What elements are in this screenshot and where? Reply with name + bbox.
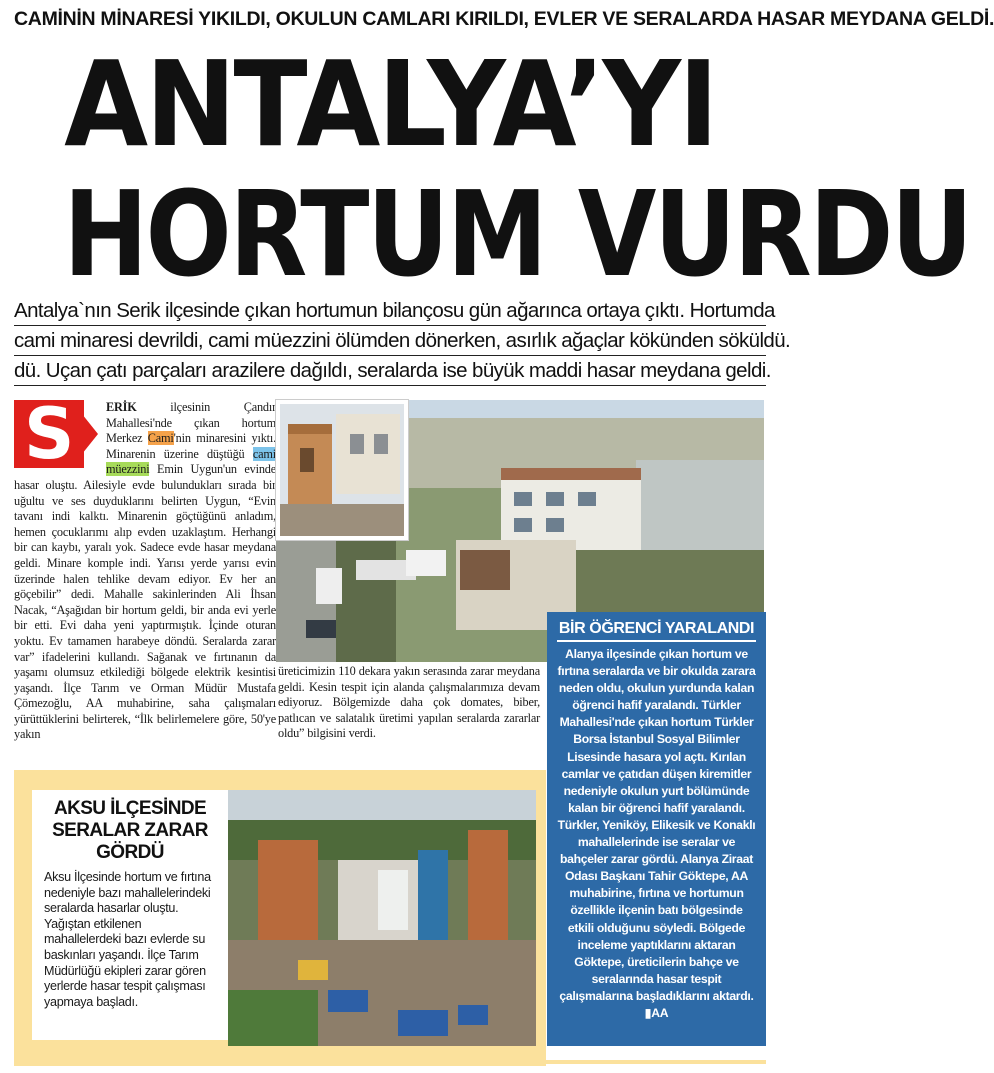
minaret-inset-photo xyxy=(276,400,408,540)
s-logo-letter: S xyxy=(24,393,75,475)
lead-line: cami minaresi devrildi, cami müezzini ölümden dönerken, asırlık ağaçlar kökünden söküldü. xyxy=(14,326,766,356)
article-text: ilçesinin Çandır Mahallesi'nde çıkan hortum Merkez xyxy=(106,400,276,446)
kicker-line: CAMİNİN MİNARESİ YIKILDI, OKULUN CAMLARI KIRILDI, EVLER VE SERALARDA HASAR MEYDANA GELDİ. xyxy=(14,8,994,30)
aksu-box xyxy=(32,790,228,1040)
dropword: ERİK xyxy=(106,400,137,414)
aksu-title: AKSU İLÇESİNDE SERALAR ZARAR GÖRDÜ xyxy=(52,798,208,863)
lead-line: Antalya`nın Serik ilçesinde çıkan hortumun bilançosu gün ağarınca ortaya çıktı. Hortumda xyxy=(14,296,766,326)
greenhouse-damage-photo xyxy=(228,790,536,1046)
sidebar-body: Alanya ilçesinde çıkan hortum ve fırtına seralarda ve bir okulda zarara neden oldu, okulun yurdunda kalan öğrenci hafif yaralandı. Türkler Mahallesi'nde çıkan hortum Türkler Borsa İstanbul Sosyal Bilimler Lisesinde hasara yol açtı. Kırılan camlar ve çatıdan düşen kiremitler nedeniyle okulun yurt bölümünde kalan bir öğrenci hafif yaralandı. Türkler, Yeniköy, Elikesik ve Konaklı mahallelerinde ise seralar ve bahçeler zarar gördü. Alanya Ziraat Odası Başkanı Tahir Göktepe, AA muhabirine, fırtına ve hortumun özellikle ilçenin batı bölgesinde etkili olduğunu söyledi. Bölgede inceleme yaptıklarını aktaran Göktepe, üreticilerin bahçe ve seralarında hasar tespit çalışmalarına başladıklarını aktardı. ▮AA xyxy=(557,647,756,1020)
lead-line: dü. Uçan çatı parçaları arazilere dağıldı, seralarda ise büyük maddi hasar meydana geldi. xyxy=(14,356,766,386)
article-column-1 xyxy=(14,393,276,743)
headline-line-1: ANTALYA’YI xyxy=(64,35,716,173)
sidebar-title: BİR ÖĞRENCİ YARALANDI xyxy=(558,620,755,637)
sidebar-divider xyxy=(557,640,756,642)
bottom-rule xyxy=(14,1060,766,1064)
lead-paragraph xyxy=(14,296,791,386)
sidebar-box-blue xyxy=(547,612,766,1046)
article-text: 'nin minaresini yıktı. Minarenin üzerine düştüğü xyxy=(106,431,276,461)
aksu-body: Aksu İlçesinde hortum ve fırtına nedeniyle bazı mahallelerindeki seralarda hasarlar oluştu. Yağıştan etkilenen mahallelerdeki bazı evlerde su baskınları yaşandı. İlçe Tarım Müdürlüğü ekipleri zarar gören yerlerde hasar tespit çalışması yapmaya başladı. xyxy=(44,870,211,1009)
highlight-muezzin: müezzini xyxy=(106,462,150,477)
s-logo-icon xyxy=(14,393,98,475)
highlight-cami: cami xyxy=(252,446,276,461)
article-text: Emin Uygun'un evinde hasar oluştu. Ailesiyle evde bulundukları sırada bir uğultu ve ses duyduklarını belirten Uygun, “Evin tavanı indi kalktı. Minarenin göçtüğünü anladım, hemen çocuklarımı alıp evden uzaklaştım. Herhangi bir can kaybı, yaralı yok. Sadece evde hasar meydana geldi. Minare komple indi. Yarısı yerde yarısı evin üzerinde halen tehlike devam ediyor. Ev her an göçebilir” dedi. Mahalle sakinlerinden Ali İhsan Nacak, “Aşağıdan bir hortum geldi, bir anda evi yerle bir etti. Evi daha yeni yaptırmıştık. İçinde oturan yoktu. Ev tamamen harabeye döndü. Seralarda zarar var” ifadelerini kullandı. Sağanak ve fırtınanın da yaşamı olumsuz etkilediği bölgede elektrik kesintisi yaşandı. İlçe Tarım ve Orman Müdür Mustafa Çömezoğlu, AA muhabirine, saha çalışmaları yürüttüklerini belirterek, “İlk belirlemelere göre, 50'ye yakın xyxy=(14,462,276,742)
highlight-cami: Cami xyxy=(147,431,174,446)
article-column-2: üreticimizin 110 dekara yakın serasında zarar meydana geldi. Kesin tespit için alanda çalışmalarımıza devam ediyoruz. Bölgemizde daha çok domates, biber, patlıcan ve salatalık üretimi yapılan seralarda zararlar oldu” bilgisini verdi. xyxy=(278,664,540,741)
headline-line-2: HORTUM VURDU xyxy=(63,165,971,303)
